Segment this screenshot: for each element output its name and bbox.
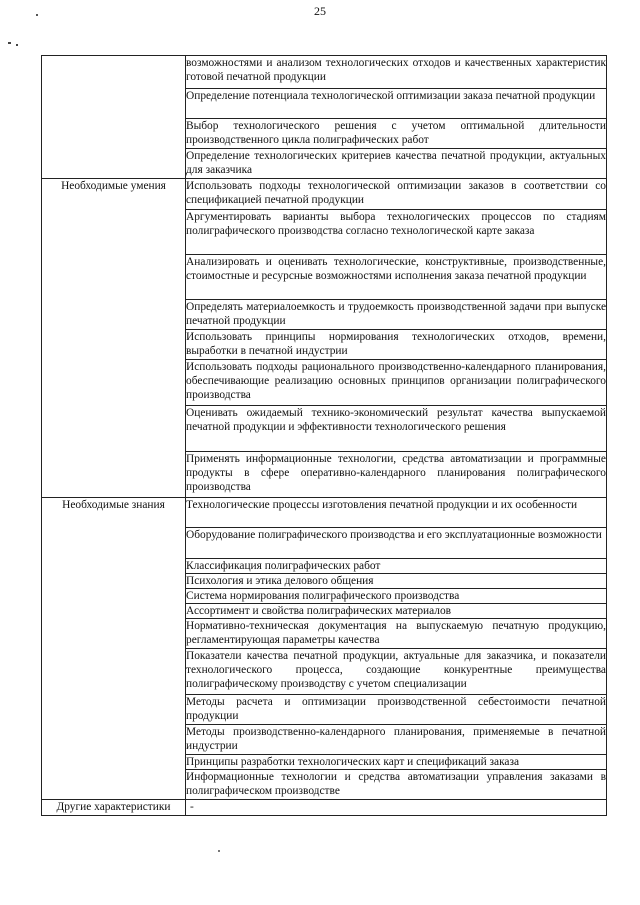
section-label-cell	[42, 179, 186, 498]
cell-text: Методы производственно-календарного планирования, применяемые в печатной индустрии	[186, 726, 606, 752]
table-cell	[186, 725, 607, 755]
cell-text: Принципы разработки технологических карт и спецификаций заказа	[186, 756, 520, 768]
section-label: Необходимые знания	[62, 499, 165, 511]
cell-text: Оборудование полиграфического производства и его эксплуатационные возможности	[186, 529, 602, 541]
cell-text: Аргументировать варианты выбора технологических процессов по стадиям полиграфического производства согласно технологической карте заказа	[186, 211, 606, 237]
cell-text: Выбор технологического решения с учетом оптимальной длительности производственного цикла полиграфических работ	[186, 120, 606, 146]
section-label: Необходимые умения	[61, 180, 166, 192]
table-cell	[186, 559, 607, 574]
section-label-cell	[42, 56, 186, 179]
scan-mark	[218, 850, 220, 852]
table-cell	[186, 528, 607, 559]
scan-mark	[8, 42, 11, 44]
table-cell	[186, 589, 607, 604]
table-cell	[186, 498, 607, 528]
cell-text: Использовать подходы рационального производственно-календарного планирования, обеспечивающие реализацию основных принципов организации полиграфического производства	[186, 361, 606, 401]
table-cell	[186, 149, 607, 179]
cell-text: Методы расчета и оптимизации производственной себестоимости печатной продукции	[186, 696, 606, 722]
cell-text: Ассортимент и свойства полиграфических материалов	[186, 605, 452, 617]
cell-text: Определение технологических критериев качества печатной продукции, актуальных для заказчика	[186, 150, 606, 176]
section-label-cell	[42, 498, 186, 800]
table-cell	[186, 406, 607, 452]
cell-text: Оценивать ожидаемый технико-экономический результат качества выпускаемой печатной продукции и эффективности технологического решения	[186, 407, 606, 433]
table-row	[42, 179, 607, 210]
table-cell	[186, 619, 607, 649]
page-number: 25	[314, 4, 326, 18]
table-cell	[186, 604, 607, 619]
table-cell	[186, 210, 607, 255]
table-cell	[186, 649, 607, 695]
table-row	[42, 498, 607, 528]
cell-text: -	[190, 801, 194, 813]
table-cell	[186, 300, 607, 330]
table-cell	[186, 574, 607, 589]
table-cell	[186, 89, 607, 119]
table-cell	[186, 119, 607, 149]
cell-text: Нормативно-техническая документация на выпускаемую печатную продукцию, регламентирующая параметры качества	[186, 620, 606, 646]
table-cell	[186, 179, 607, 210]
cell-text: Определять материалоемкость и трудоемкость производственной задачи при выпуске печатной продукции	[186, 301, 606, 327]
table-cell	[186, 800, 607, 816]
cell-text: Психология и этика делового общения	[186, 575, 374, 587]
cell-text: Определение потенциала технологической оптимизации заказа печатной продукции	[186, 90, 596, 102]
table-cell	[186, 255, 607, 300]
table-cell	[186, 452, 607, 498]
cell-text: Система нормирования полиграфического производства	[186, 590, 460, 602]
cell-text: Классификация полиграфических работ	[186, 560, 381, 572]
table-cell	[186, 755, 607, 770]
competency-table	[41, 55, 607, 816]
section-label: Другие характеристики	[56, 801, 171, 813]
table-cell	[186, 330, 607, 360]
scan-mark	[36, 14, 38, 16]
cell-text: Показатели качества печатной продукции, актуальные для заказчика, и показатели технологического процесса, создающие конкурентные преимущества полиграфическому производству с учетом специализации	[186, 650, 606, 690]
cell-text: возможностями и анализом технологических отходов и качественных характеристик готовой печатной продукции	[186, 57, 606, 83]
cell-text: Использовать подходы технологической оптимизации заказов в соответствии со спецификацией печатной продукции	[186, 180, 606, 206]
cell-text: Использовать принципы нормирования технологических отходов, времени, выработки в печатной индустрии	[186, 331, 606, 357]
table-row	[42, 800, 607, 816]
cell-text: Технологические процессы изготовления печатной продукции и их особенности	[186, 499, 578, 511]
cell-text: Анализировать и оценивать технологические, конструктивные, производственные, стоимостные и ресурсные возможностями исполнения заказа печатной продукции	[186, 256, 606, 282]
table-row	[42, 56, 607, 89]
table-cell	[186, 56, 607, 89]
section-label-cell	[42, 800, 186, 816]
table-cell	[186, 770, 607, 800]
cell-text: Информационные технологии и средства автоматизации управления заказами в полиграфическом производстве	[186, 771, 606, 797]
scan-mark	[16, 44, 18, 46]
table-cell	[186, 360, 607, 406]
cell-text: Применять информационные технологии, средства автоматизации и программные продукты в сфере оперативно-календарного планирования полиграфического производства	[186, 453, 606, 493]
table-cell	[186, 695, 607, 725]
